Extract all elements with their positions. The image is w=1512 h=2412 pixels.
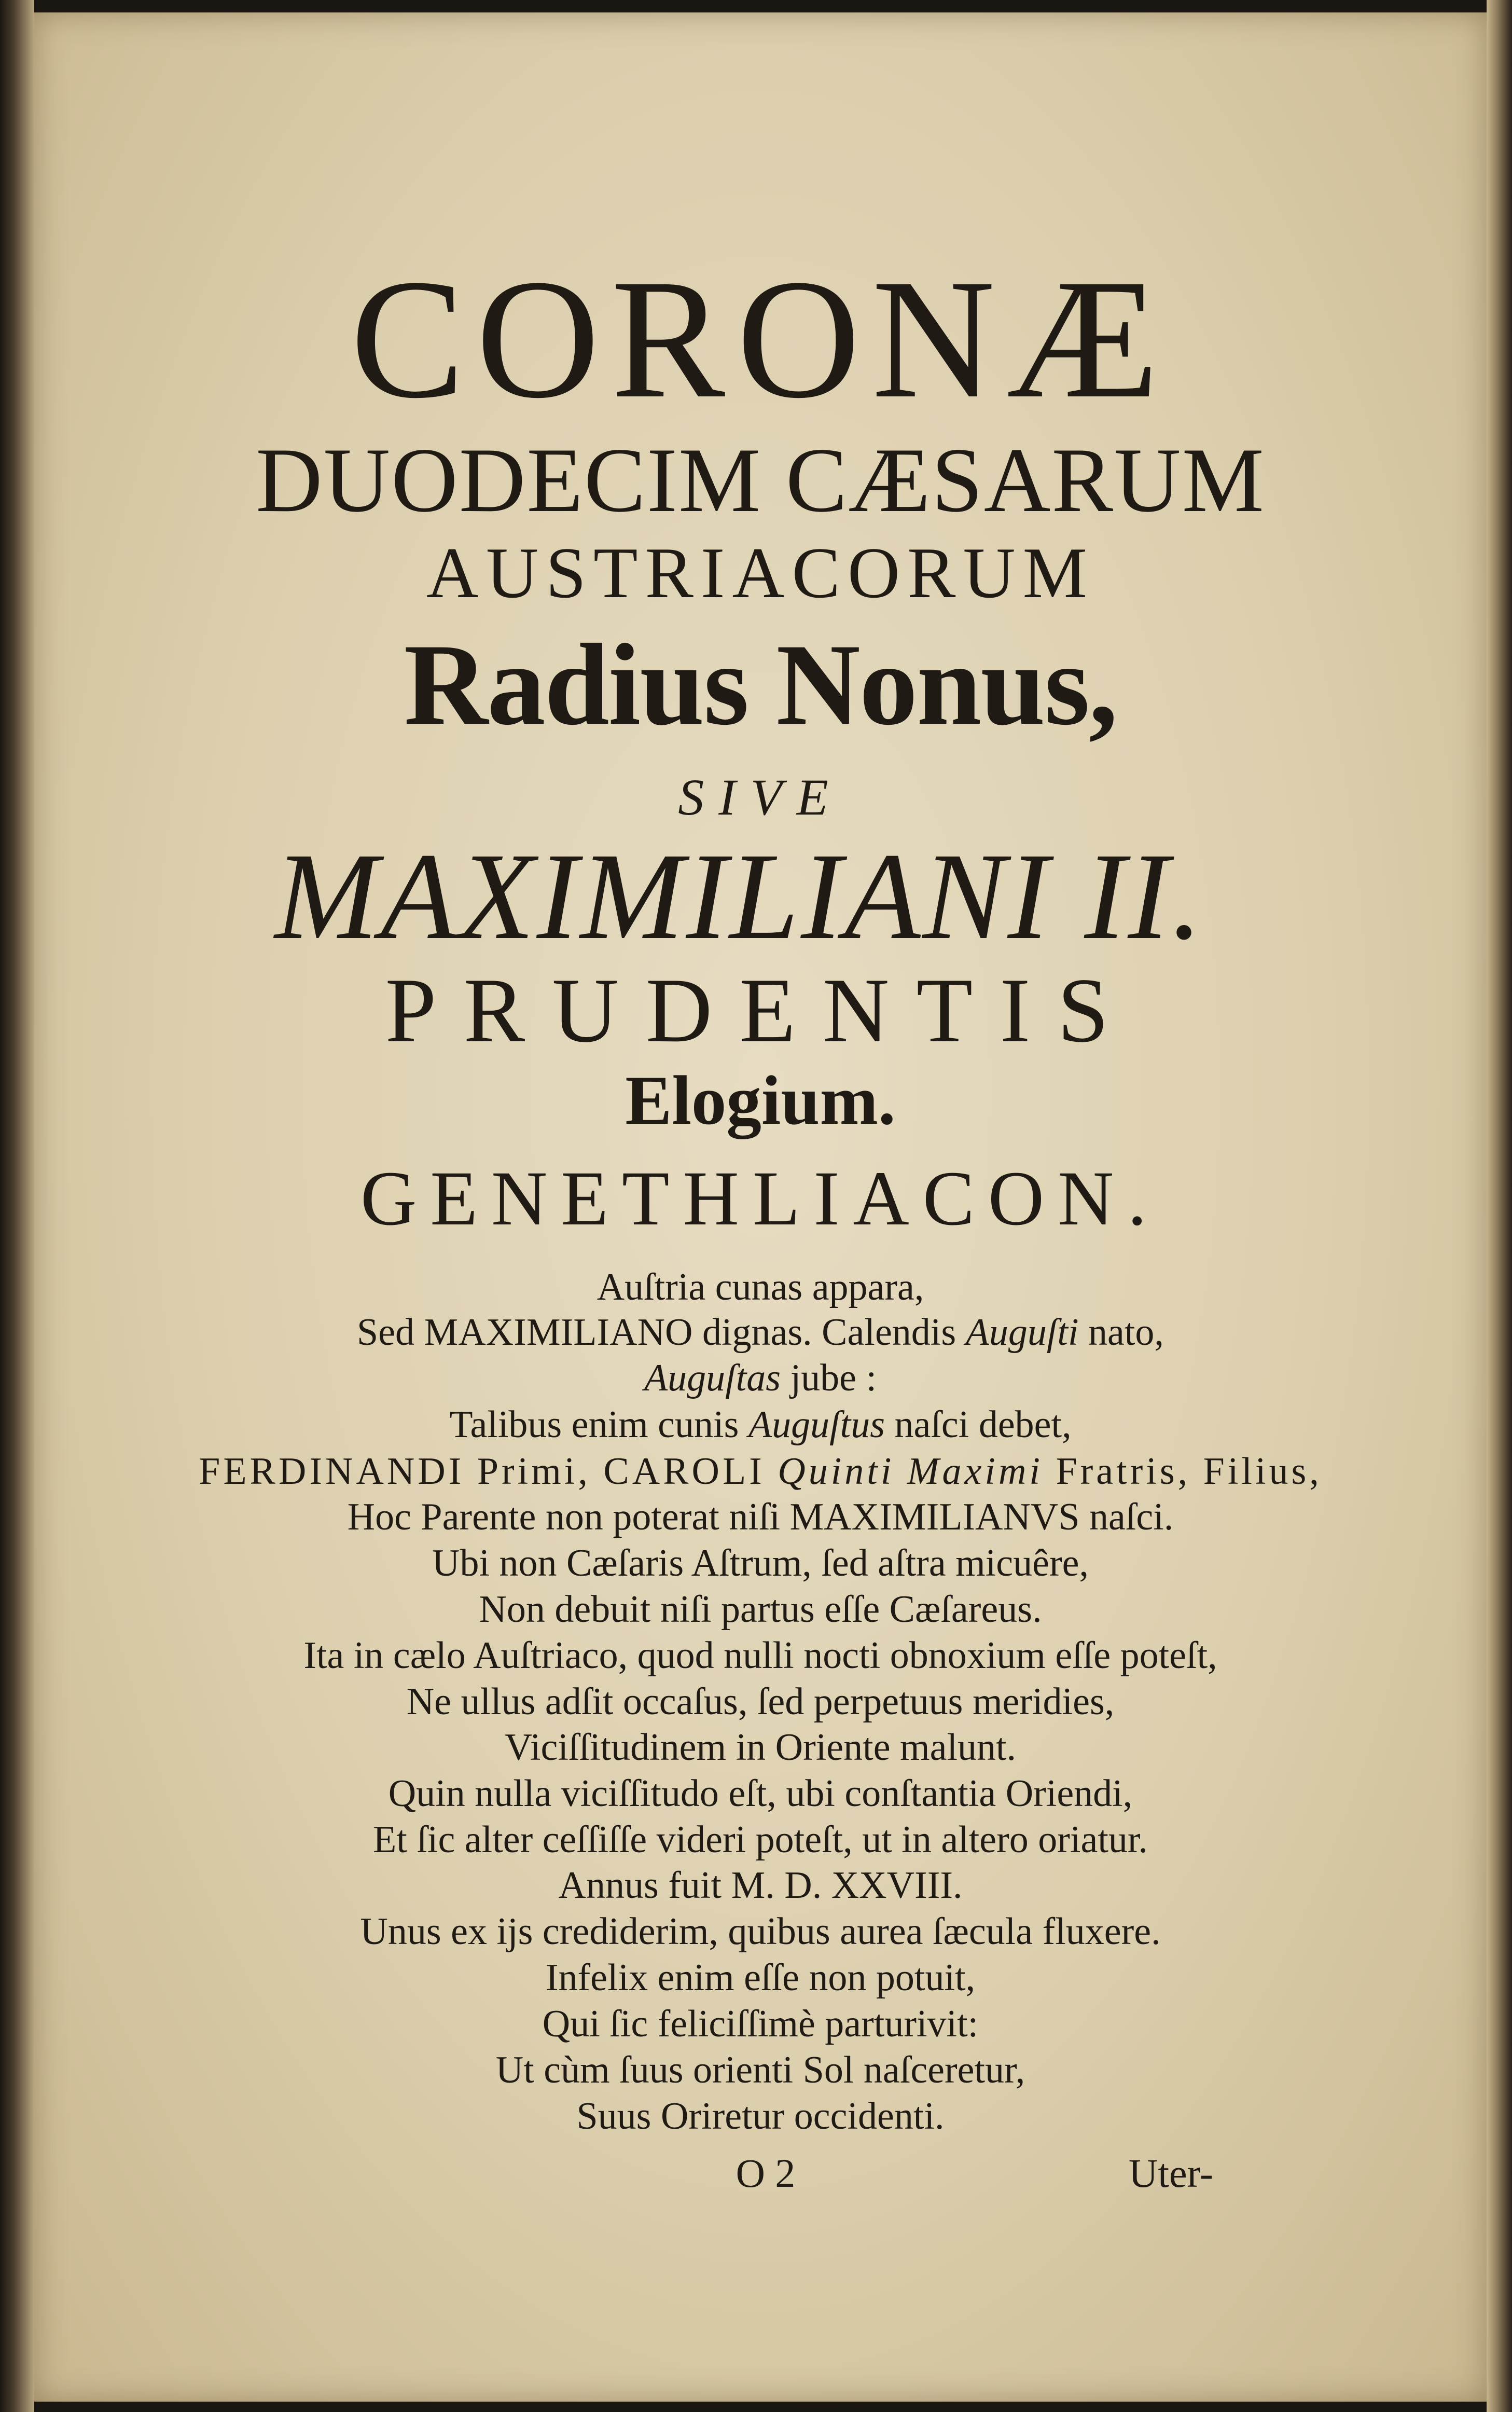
catchword: Uter- <box>1129 2151 1214 2196</box>
poem-line <box>34 1956 1487 2000</box>
poem-text: nato, <box>1078 1311 1164 1354</box>
poem-text: jube : <box>781 1357 877 1399</box>
poem-text: Qui ſic feliciſſimè parturivit: <box>542 2003 979 2045</box>
title-maximiliani: MAXIMILIANI II. <box>274 827 1205 965</box>
poem-text: Fratris, Filius, <box>1043 1450 1322 1493</box>
poem-text: Ne ullus adſit occaſus, ſed perpetuus meridies, <box>406 1680 1115 1723</box>
poem-text: Ita in cælo Auſtriaco, quod nulli nocti obnoxium eſſe poteſt, <box>303 1634 1217 1677</box>
poem-text: Unus ex ijs crediderim, quibus aurea ſæcula fluxere. <box>360 1910 1161 1953</box>
poem-text: naſci debet, <box>885 1403 1072 1446</box>
poem-text: Annus fuit M. D. XXVIII. <box>558 1864 963 1907</box>
poem-italic: Auguſtas <box>644 1357 781 1399</box>
title-sive: SIVE <box>678 768 843 826</box>
poem-line <box>34 1356 1487 1400</box>
poem-line <box>34 1818 1487 1862</box>
book-page <box>34 12 1487 2402</box>
title-coronae: CORONÆ <box>350 244 1171 434</box>
poem-text: Auſtria cunas appara, <box>597 1266 924 1308</box>
poem-line <box>34 1588 1487 1632</box>
signature-mark: O 2 <box>736 2151 796 2196</box>
poem-line <box>34 1910 1487 1954</box>
poem-text: Et ſic alter ceſſiſſe videri poteſt, ut in altero oriatur. <box>373 1818 1148 1861</box>
poem-text: Ubi non Cæſaris Aſtrum, ſed aſtra micuêre, <box>432 1542 1089 1584</box>
poem-line <box>34 2094 1487 2139</box>
title-elogium: Elogium. <box>625 1062 896 1139</box>
book-gutter <box>0 0 34 2412</box>
poem-text: Infelix enim eſſe non potuit, <box>545 1956 976 1999</box>
poem-text: FERDINANDI Primi, CAROLI <box>199 1450 778 1493</box>
poem-text: Hoc Parente non poterat niſi MAXIMILIANVS naſci. <box>347 1496 1174 1538</box>
poem-line <box>34 1450 1487 1494</box>
poem-line <box>34 1311 1487 1355</box>
poem-line <box>34 1265 1487 1310</box>
title-radius: Radius Nonus, <box>404 619 1117 749</box>
poem-line <box>34 2048 1487 2092</box>
poem-line <box>34 1403 1487 1447</box>
poem-line <box>34 1726 1487 1770</box>
title-prudentis: PRUDENTIS <box>385 959 1136 1062</box>
page-edge <box>1487 0 1512 2412</box>
poem-text: Suus Oriretur occidenti. <box>576 2095 945 2138</box>
poem-line <box>34 2002 1487 2046</box>
poem-text: Non debuit niſi partus eſſe Cæſareus. <box>479 1588 1042 1631</box>
poem-text: Quin nulla viciſſitudo eſt, ubi conſtantia Oriendi, <box>388 1772 1133 1815</box>
poem-text: Viciſſitudinem in Oriente malunt. <box>504 1726 1017 1769</box>
poem-italic: Auguſtus <box>748 1403 885 1446</box>
poem-line <box>34 1864 1487 1908</box>
poem-italic: Quinti Maximi <box>778 1450 1043 1493</box>
poem-text: Talibus enim cunis <box>449 1403 748 1446</box>
title-austriacorum: AUSTRIACORUM <box>426 533 1095 613</box>
poem-italic: Auguſti <box>965 1311 1079 1354</box>
poem-text: Ut cùm ſuus orienti Sol naſceretur, <box>495 2049 1025 2091</box>
poem-line <box>34 1495 1487 1539</box>
title-duodecim: DUODECIM CÆSARUM <box>256 429 1265 531</box>
poem-line <box>34 1680 1487 1724</box>
poem-line <box>34 1541 1487 1586</box>
poem-text: Sed MAXIMILIANO dignas. Calendis <box>357 1311 966 1354</box>
title-genethliacon: GENETHLIACON. <box>360 1155 1160 1242</box>
poem-line <box>34 1772 1487 1816</box>
poem-line <box>34 1634 1487 1678</box>
